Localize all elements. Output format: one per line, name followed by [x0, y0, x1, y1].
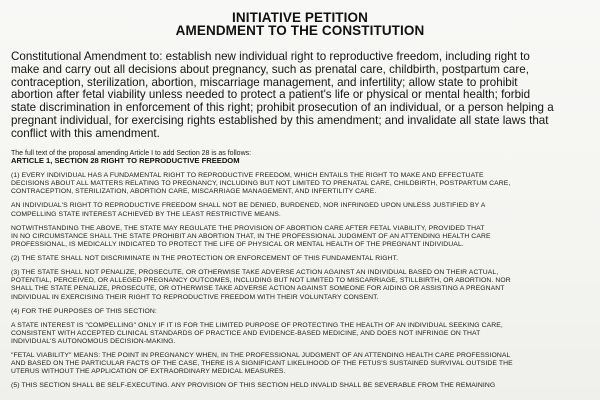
paragraph-line: CONSISTENT WITH ACCEPTED CLINICAL STANDARDS OF PRACTICE AND EVIDENCE-BASED MEDICINE, AND DOES NOT INFRINGE ON THAT: [11, 329, 481, 337]
paragraph-line: SHALL THE STATE PENALIZE, PROSECUTE, OR OTHERWISE TAKE ADVERSE ACTION AGAINST SOMEONE FOR AIDING OR ASSISTING A PREGNANT: [11, 285, 505, 293]
petition-title: INITIATIVE PETITION: [232, 10, 368, 25]
section-paragraph: [11, 225, 597, 250]
paragraph-line: (4) FOR THE PURPOSES OF THIS SECTION:: [11, 307, 157, 315]
paragraph-line: INDIVIDUAL IN EXERCISING THEIR RIGHT TO REPRODUCTIVE FREEDOM WITH THEIR VOLUNTARY CONSENT.: [11, 293, 379, 301]
section-paragraph: [11, 322, 597, 347]
paragraph-line: IN NO CIRCUMSTANCE SHALL THE STATE PROHIBIT AN ABORTION THAT, IN THE PROFESSIONAL JUDGMENT OF AN ATTENDING HEALTH CARE: [11, 232, 491, 240]
section-paragraph: [11, 172, 597, 197]
summary-line: contraception, sterilization, abortion, miscarriage management, and infertility; allow state to prohibit: [11, 75, 518, 89]
paragraph-line: "FETAL VIABILITY" MEANS: THE POINT IN PREGNANCY WHEN, IN THE PROFESSIONAL JUDGMENT OF AN ATTENDING HEALTH CARE PROFESSIONAL: [11, 352, 511, 360]
summary-line: Constitutional Amendment to: establish new individual right to reproductive freedom, including right to: [11, 50, 530, 63]
summary-line: make and carry out all decisions about pregnancy, such as prenatal care, childbirth, postpartum care,: [11, 62, 529, 76]
section-paragraph: [11, 269, 597, 302]
paragraph-line: UTERUS WITHOUT THE APPLICATION OF EXTRAORDINARY MEDICAL MEASURES.: [11, 368, 286, 376]
summary-line: pregnant individual, for exercising rights established by this amendment; and invalidate all state laws that: [11, 113, 549, 127]
paragraph-line: (3) THE STATE SHALL NOT PENALIZE, PROSECUTE, OR OTHERWISE TAKE ADVERSE ACTION AGAINST AN INDIVIDUAL BASED ON THEIR ACTUAL,: [11, 269, 499, 277]
paragraph-line: (1) EVERY INDIVIDUAL HAS A FUNDAMENTAL RIGHT TO REPRODUCTIVE FREEDOM, WHICH ENTAILS THE RIGHT TO MAKE AND EFFECTUATE: [11, 172, 484, 179]
paragraph-line: PROFESSIONAL, IS MEDICALLY INDICATED TO PROTECT THE LIFE OF PHYSICAL OR MENTAL HEALTH OF THE PREGNANT INDIVIDUAL.: [11, 241, 464, 249]
full-text-intro: The full text of the proposal amending Article I to add Section 28 is as follows:: [11, 150, 252, 157]
paragraph-line: AN INDIVIDUAL'S RIGHT TO REPRODUCTIVE FREEDOM SHALL NOT BE DENIED, BURDENED, NOR INFRINGED UPON UNLESS JUSTIFIED BY A: [11, 202, 486, 210]
paragraph-line: CONTRACEPTION, STERILIZATION, ABORTION CARE, MISCARRIAGE MANAGEMENT, AND INFERTILITY CARE.: [11, 188, 377, 196]
summary-line: state discrimination in enforcement of this right; prohibit prosecution of an individual, or a person helping a: [11, 101, 554, 115]
paragraph-line: INDIVIDUAL'S AUTONOMOUS DECISION-MAKING.: [11, 338, 176, 346]
section-paragraph: [11, 308, 597, 316]
paragraph-line: NOTWITHSTANDING THE ABOVE, THE STATE MAY REGULATE THE PROVISION OF ABORTION CARE AFTER FETAL VIABILITY, PROVIDED THAT: [11, 224, 485, 232]
section-paragraph: [11, 202, 597, 218]
section-paragraph: [11, 352, 597, 377]
amendment-summary: [11, 51, 599, 141]
paragraph-line: DECISIONS ABOUT ALL MATTERS RELATING TO PREGNANCY, INCLUDING BUT NOT LIMITED TO PRENATAL CARE, CHILDBIRTH, POSTPARTUM CARE,: [11, 180, 511, 188]
paragraph-line: POTENTIAL, PERCEIVED, OR ALLEGED PREGNANCY OUTCOMES, INCLUDING BUT NOT LIMITED TO MISCARRIAGE, STILLBIRTH, OR ABORTION. NOR: [11, 277, 511, 285]
petition-subtitle: AMENDMENT TO THE CONSTITUTION: [175, 23, 425, 38]
paragraph-line: (2) THE STATE SHALL NOT DISCRIMINATE IN THE PROTECTION OR ENFORCEMENT OF THIS FUNDAMENTAL RIGHT.: [11, 255, 399, 263]
paragraph-line: A STATE INTEREST IS "COMPELLING" ONLY IF IT IS FOR THE LIMITED PURPOSE OF PROTECTING THE HEALTH OF AN INDIVIDUAL SEEKING CARE,: [11, 321, 503, 329]
section-paragraph: [11, 382, 597, 390]
paragraph-line: (5) THIS SECTION SHALL BE SELF-EXECUTING. ANY PROVISION OF THIS SECTION HELD INVALID SHALL BE SEVERABLE FROM THE REMAINING: [11, 382, 496, 390]
summary-line: conflict with this amendment.: [11, 126, 160, 140]
paragraph-line: COMPELLING STATE INTEREST ACHIEVED BY THE LEAST RESTRICTIVE MEANS.: [11, 210, 281, 218]
paragraph-line: AND BASED ON THE PARTICULAR FACTS OF THE CASE, THERE IS A SIGNIFICANT LIKELIHOOD OF THE FETUS'S SUSTAINED SURVIVAL OUTSIDE THE: [11, 360, 513, 368]
section-paragraph: [11, 255, 597, 263]
amendment-full-text: [11, 172, 597, 396]
article-heading: ARTICLE 1, SECTION 28 RIGHT TO REPRODUCTIVE FREEDOM: [11, 156, 240, 165]
summary-line: abortion after fetal viability unless needed to protect a patient's life or physical or mental health; forbid: [11, 88, 531, 102]
